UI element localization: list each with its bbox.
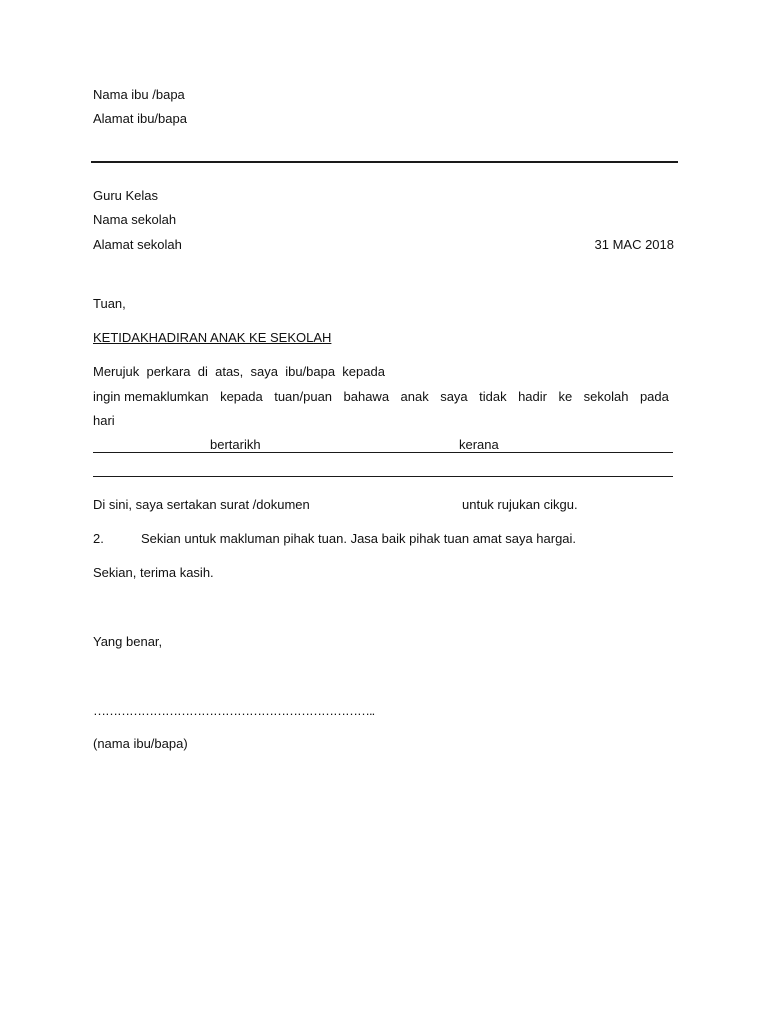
recipient-school-address: Alamat sekolah [93, 237, 182, 252]
signoff: Yang benar, [93, 634, 163, 649]
paragraph-2-text: Sekian untuk makluman pihak tuan. Jasa baik pihak tuan amat saya hargai. [141, 531, 577, 546]
body-word: sekolah [583, 389, 629, 404]
paragraph-2-number: 2. [93, 531, 104, 546]
body-word: ke [558, 389, 573, 404]
signatory-name: (nama ibu/bapa) [93, 736, 188, 751]
body-line-1: Merujuk perkara di atas, saya ibu/bapa kepada [93, 364, 385, 379]
subject-heading: KETIDAKHADIRAN ANAK KE SEKOLAH [93, 330, 332, 345]
body-word: pada [639, 389, 669, 404]
body-word: tidak [479, 389, 507, 404]
attachment-text: Di sini, saya sertakan surat /dokumen [93, 497, 310, 512]
body-word: hadir [518, 389, 547, 404]
body-word: ingin memaklumkan [93, 389, 209, 404]
body-word: kepada [220, 389, 263, 404]
salutation: Tuan, [93, 296, 126, 311]
because-label: kerana [459, 437, 499, 452]
fill-in-line-1 [93, 452, 673, 453]
body-word: saya [440, 389, 468, 404]
sender-name: Nama ibu /bapa [93, 87, 185, 102]
letter-date: 31 MAC 2018 [594, 237, 674, 252]
header-divider [91, 161, 678, 163]
body-word: tuan/puan [274, 389, 333, 404]
fill-in-line-2 [93, 476, 673, 477]
signature-line: …………………………………………………………….. [93, 703, 375, 718]
recipient-title: Guru Kelas [93, 188, 159, 203]
closing: Sekian, terima kasih. [93, 565, 214, 580]
attachment-suffix: untuk rujukan cikgu. [462, 497, 578, 512]
body-line-3: hari [93, 413, 115, 428]
body-word: bahawa [343, 389, 390, 404]
body-word: anak [400, 389, 429, 404]
recipient-school-name: Nama sekolah [93, 212, 177, 227]
dated-label: bertarikh [210, 437, 261, 452]
sender-address: Alamat ibu/bapa [93, 111, 187, 126]
body-line-2 [93, 389, 669, 405]
